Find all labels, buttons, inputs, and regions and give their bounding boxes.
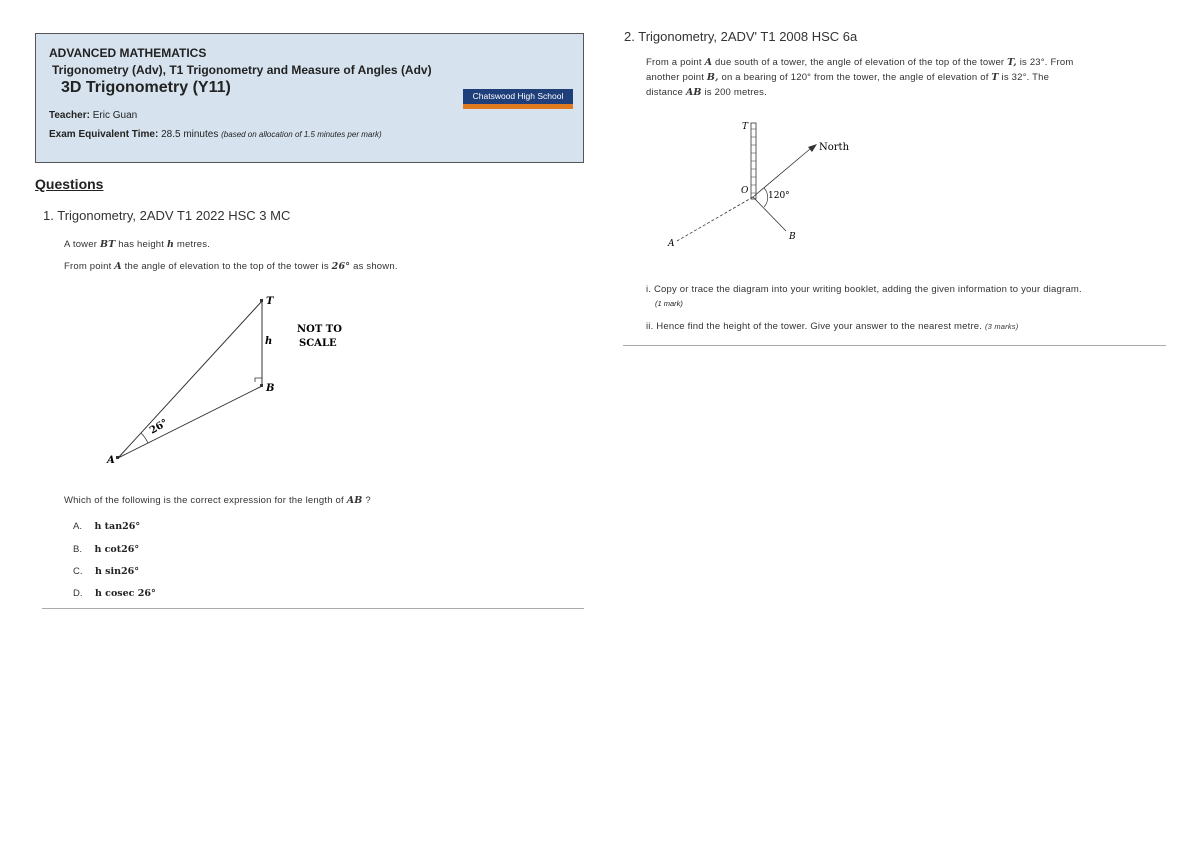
q1-option-a[interactable] <box>73 516 140 534</box>
option-value: h sin26° <box>94 566 140 577</box>
q1-right-angle-mark <box>255 378 262 382</box>
q2-part-i <box>646 284 1166 295</box>
q2-text: is 200 metres. <box>704 87 767 98</box>
option-value: h cosec 26° <box>94 588 156 599</box>
q2-heading <box>624 29 857 44</box>
q2-text: is 23°. From <box>1019 57 1074 68</box>
time-note: (based on allocation of 1.5 minutes per mark) <box>221 130 382 139</box>
q1-line2 <box>64 261 398 272</box>
time-label: Exam Equivalent Time: <box>49 129 159 140</box>
teacher-name: Eric Guan <box>92 110 138 121</box>
q1-not-to-scale-2: SCALE <box>299 338 337 349</box>
q1-prompt-text: ? <box>365 495 371 506</box>
option-letter: A. <box>73 521 82 532</box>
teacher-line <box>49 110 137 121</box>
q1-text: has height <box>118 239 165 250</box>
q1-point-t <box>260 299 263 302</box>
teacher-label: Teacher: <box>49 110 90 121</box>
q1-var-ab: AB <box>346 495 363 506</box>
q1-triangle-diagram <box>100 290 360 475</box>
q2-part-i-text: i. Copy or trace the diagram into your writing booklet, adding the given information to your diagram. <box>646 284 1082 295</box>
q2-var-ab: AB <box>685 87 702 98</box>
q1-point-b <box>260 384 263 387</box>
q2-label-o: O <box>741 186 749 196</box>
q1-divider <box>42 608 584 609</box>
q2-text: on a bearing of 120° from the tower, the angle of elevation of <box>721 72 989 83</box>
q1-var-bt: BT <box>99 239 116 250</box>
school-logo <box>463 89 573 109</box>
q1-text: as shown. <box>353 261 398 272</box>
option-letter: D. <box>73 588 83 599</box>
q1-var-a: A <box>114 261 122 272</box>
q1-base <box>118 386 262 458</box>
q1-point-a <box>116 456 119 459</box>
q1-heading <box>43 208 290 223</box>
q1-hypotenuse <box>118 301 262 458</box>
q2-north-line <box>753 149 810 197</box>
q2-var-t2: T <box>991 72 999 83</box>
q2-divider <box>623 345 1166 346</box>
time-value: 28.5 minutes <box>161 129 219 140</box>
q1-text: the angle of elevation to the top of the tower is <box>124 261 329 272</box>
option-letter: B. <box>73 544 82 555</box>
logo-text: Chatswood High School <box>472 91 564 101</box>
option-value: h tan26° <box>94 521 141 532</box>
north-arrow-icon <box>808 144 817 152</box>
q1-label-angle: 26° <box>148 417 170 437</box>
q1-angle-arc <box>141 433 148 443</box>
q2-line3 <box>646 87 767 98</box>
q1-label-h: h <box>265 336 273 347</box>
q2-line1 <box>646 57 1073 68</box>
q2-number: 2. <box>624 29 635 44</box>
q1-prompt-text: Which of the following is the correct expression for the length of <box>64 495 344 506</box>
q2-label-t: T <box>742 122 749 132</box>
header-box <box>35 33 584 163</box>
q1-var-h: h <box>166 239 175 250</box>
q2-line-oa <box>677 197 753 241</box>
option-letter: C. <box>73 566 83 577</box>
q1-text: metres. <box>176 239 210 250</box>
course-topic: Trigonometry (Adv), T1 Trigonometry and Measure of Angles (Adv) <box>52 63 432 77</box>
logo-bar <box>463 104 573 109</box>
q1-label-a: A <box>107 455 115 466</box>
q2-var-t: T, <box>1007 57 1017 68</box>
q1-title: Trigonometry, 2ADV T1 2022 HSC 3 MC <box>57 208 291 223</box>
q1-line1 <box>64 239 210 250</box>
questions-heading: Questions <box>35 176 104 192</box>
q2-var-b: B, <box>706 72 719 83</box>
q2-line-ob <box>753 197 786 231</box>
q2-title: Trigonometry, 2ADV' T1 2008 HSC 6a <box>638 29 858 44</box>
time-line <box>49 129 382 140</box>
q2-label-north: North <box>819 142 850 153</box>
q2-text: due south of a tower, the angle of elevation of the top of the tower <box>715 57 1005 68</box>
q1-label-b: B <box>266 383 275 394</box>
q2-part-ii-text: ii. Hence find the height of the tower. Give your answer to the nearest metre. <box>646 321 983 332</box>
q2-part-i-marks: (1 mark) <box>655 299 683 308</box>
q1-not-to-scale-1: NOT TO <box>297 324 342 335</box>
q2-bearing-diagram <box>660 115 880 255</box>
q1-label-t: T <box>266 296 274 307</box>
q2-label-a: A <box>668 239 675 249</box>
q1-angle: 26° <box>331 261 351 272</box>
q1-option-b[interactable] <box>73 539 139 557</box>
q1-option-d[interactable] <box>73 583 156 601</box>
q1-number: 1. <box>43 208 54 223</box>
q1-text: From point <box>64 261 112 272</box>
q1-option-c[interactable] <box>73 561 139 579</box>
q2-line2 <box>646 72 1049 83</box>
q2-part-ii-marks: (3 marks) <box>984 322 1019 331</box>
q2-text: distance <box>646 87 683 98</box>
q2-var-a: A <box>704 57 713 68</box>
q2-text: is 32°. The <box>1001 72 1050 83</box>
page-title: 3D Trigonometry (Y11) <box>61 79 231 96</box>
q2-text: another point <box>646 72 705 83</box>
option-value: h cot26° <box>94 544 140 555</box>
q2-text: From a point <box>646 57 702 68</box>
q2-part-ii <box>646 321 1018 332</box>
q2-label-angle: 120° <box>768 191 790 201</box>
q1-text: A tower <box>64 239 98 250</box>
course-subject: ADVANCED MATHEMATICS <box>49 46 207 60</box>
q2-label-b: B <box>789 232 796 242</box>
q1-prompt <box>64 495 371 506</box>
